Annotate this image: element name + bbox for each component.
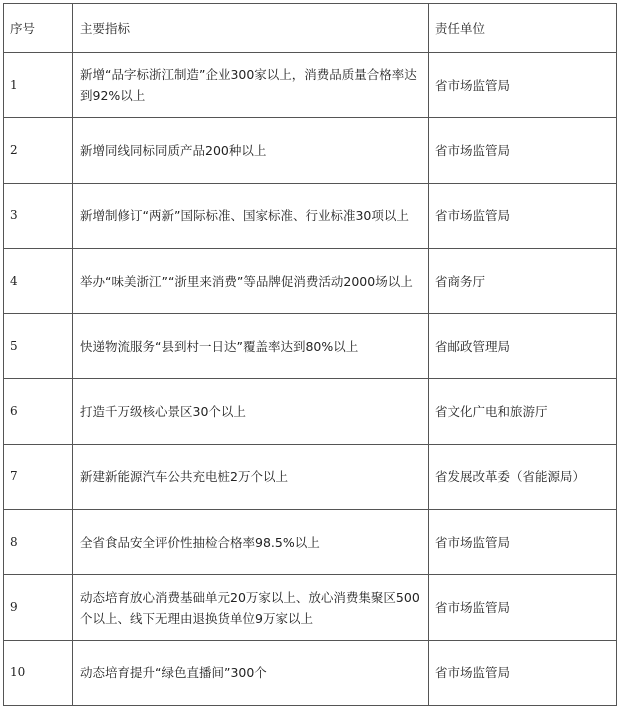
table-row xyxy=(4,379,617,444)
row-indicator: 动态培育提升“绿色直播间”300个 xyxy=(73,640,429,705)
table-row xyxy=(4,444,617,509)
row-serial-number: 4 xyxy=(4,248,73,313)
row-serial-number: 9 xyxy=(4,575,73,640)
table-row xyxy=(4,248,617,313)
row-serial-number: 7 xyxy=(4,444,73,509)
table-row xyxy=(4,118,617,183)
row-indicator: 全省食品安全评价性抽检合格率98.5%以上 xyxy=(73,510,429,575)
row-indicator: 新增“品字标浙江制造”企业300家以上，消费品质量合格率达到92%以上 xyxy=(73,53,429,118)
row-serial-number: 6 xyxy=(4,379,73,444)
table-row xyxy=(4,510,617,575)
row-serial-number: 1 xyxy=(4,53,73,118)
header-responsible-unit: 责任单位 xyxy=(429,4,617,53)
row-serial-number: 5 xyxy=(4,314,73,379)
row-responsible-unit: 省商务厅 xyxy=(429,248,617,313)
row-serial-number: 3 xyxy=(4,183,73,248)
row-serial-number: 10 xyxy=(4,640,73,705)
table-row xyxy=(4,183,617,248)
header-serial-number: 序号 xyxy=(4,4,73,53)
table-row xyxy=(4,53,617,118)
row-indicator: 新建新能源汽车公共充电桩2万个以上 xyxy=(73,444,429,509)
row-responsible-unit: 省文化广电和旅游厅 xyxy=(429,379,617,444)
table-row xyxy=(4,640,617,705)
table-row xyxy=(4,314,617,379)
row-responsible-unit: 省邮政管理局 xyxy=(429,314,617,379)
row-responsible-unit: 省市场监管局 xyxy=(429,118,617,183)
indicator-table-container xyxy=(3,3,617,706)
row-serial-number: 8 xyxy=(4,510,73,575)
header-main-indicator: 主要指标 xyxy=(73,4,429,53)
row-responsible-unit: 省市场监管局 xyxy=(429,640,617,705)
indicator-table xyxy=(3,3,617,706)
table-header-row xyxy=(4,4,617,53)
row-serial-number: 2 xyxy=(4,118,73,183)
row-indicator: 新增同线同标同质产品200种以上 xyxy=(73,118,429,183)
row-responsible-unit: 省发展改革委（省能源局） xyxy=(429,444,617,509)
row-responsible-unit: 省市场监管局 xyxy=(429,53,617,118)
row-indicator: 打造千万级核心景区30个以上 xyxy=(73,379,429,444)
row-indicator: 举办“味美浙江”“浙里来消费”等品牌促消费活动2000场以上 xyxy=(73,248,429,313)
row-responsible-unit: 省市场监管局 xyxy=(429,183,617,248)
row-indicator: 动态培育放心消费基础单元20万家以上、放心消费集聚区500个以上、线下无理由退换货单位9万家以上 xyxy=(73,575,429,640)
table-row xyxy=(4,575,617,640)
row-indicator: 快递物流服务“县到村一日达”覆盖率达到80%以上 xyxy=(73,314,429,379)
row-responsible-unit: 省市场监管局 xyxy=(429,510,617,575)
row-indicator: 新增制修订“两新”国际标准、国家标准、行业标准30项以上 xyxy=(73,183,429,248)
row-responsible-unit: 省市场监管局 xyxy=(429,575,617,640)
